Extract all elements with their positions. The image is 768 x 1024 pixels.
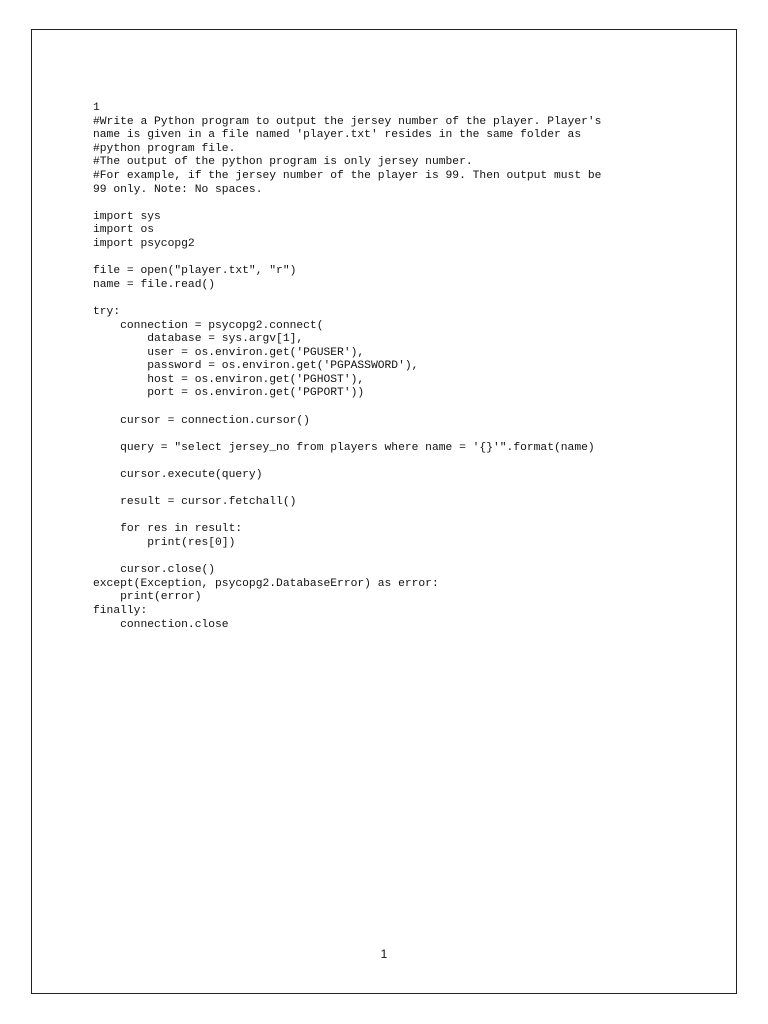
code-line: file = open("player.txt", "r") bbox=[93, 265, 297, 278]
code-line bbox=[93, 551, 601, 565]
code-line: import psycopg2 bbox=[93, 237, 195, 250]
code-line: user = os.environ.get('PGUSER'), bbox=[93, 346, 365, 359]
code-line: connection.close bbox=[93, 618, 229, 631]
code-line: name = file.read() bbox=[93, 278, 216, 291]
code-line: cursor.close() bbox=[93, 564, 216, 577]
code-line bbox=[93, 197, 601, 211]
code-line bbox=[93, 455, 601, 469]
code-line: database = sys.argv[1], bbox=[93, 333, 304, 346]
code-line: password = os.environ.get('PGPASSWORD'), bbox=[93, 360, 419, 373]
code-line bbox=[93, 292, 601, 306]
code-line: #python program file. bbox=[93, 142, 236, 155]
code-line bbox=[93, 428, 601, 442]
code-line: try: bbox=[93, 305, 121, 318]
code-line: host = os.environ.get('PGHOST'), bbox=[93, 373, 365, 386]
code-line bbox=[93, 483, 601, 497]
code-line: query = "select jersey_no from players where name = '{}'".format(name) bbox=[93, 441, 595, 454]
code-line: #Write a Python program to output the jersey number of the player. Player's bbox=[93, 115, 602, 128]
code-line: print(res[0]) bbox=[93, 537, 236, 549]
code-line bbox=[93, 252, 601, 266]
code-line: #The output of the python program is only jersey number. bbox=[93, 156, 473, 169]
code-line: for res in result: bbox=[93, 523, 243, 536]
code-line: connection = psycopg2.connect( bbox=[93, 319, 324, 332]
code-line: result = cursor.fetchall() bbox=[93, 496, 297, 509]
code-line: #For example, if the jersey number of the player is 99. Then output must be bbox=[93, 169, 602, 182]
code-line: cursor.execute(query) bbox=[93, 469, 263, 482]
code-line bbox=[93, 401, 601, 415]
code-line bbox=[93, 510, 601, 524]
code-line: import sys bbox=[93, 210, 161, 223]
code-line: name is given in a file named 'player.txt' resides in the same folder as bbox=[93, 129, 582, 142]
code-listing bbox=[93, 102, 601, 632]
code-line: import os bbox=[93, 224, 155, 237]
code-line: 1 bbox=[93, 102, 100, 114]
page-number: 1 bbox=[380, 947, 388, 961]
code-line: finally: bbox=[93, 604, 148, 617]
code-line: 99 only. Note: No spaces. bbox=[93, 183, 263, 196]
code-line: port = os.environ.get('PGPORT')) bbox=[93, 387, 365, 400]
code-line: cursor = connection.cursor() bbox=[93, 414, 310, 427]
code-line: except(Exception, psycopg2.DatabaseError) as error: bbox=[93, 577, 439, 590]
code-line: print(error) bbox=[93, 591, 202, 604]
